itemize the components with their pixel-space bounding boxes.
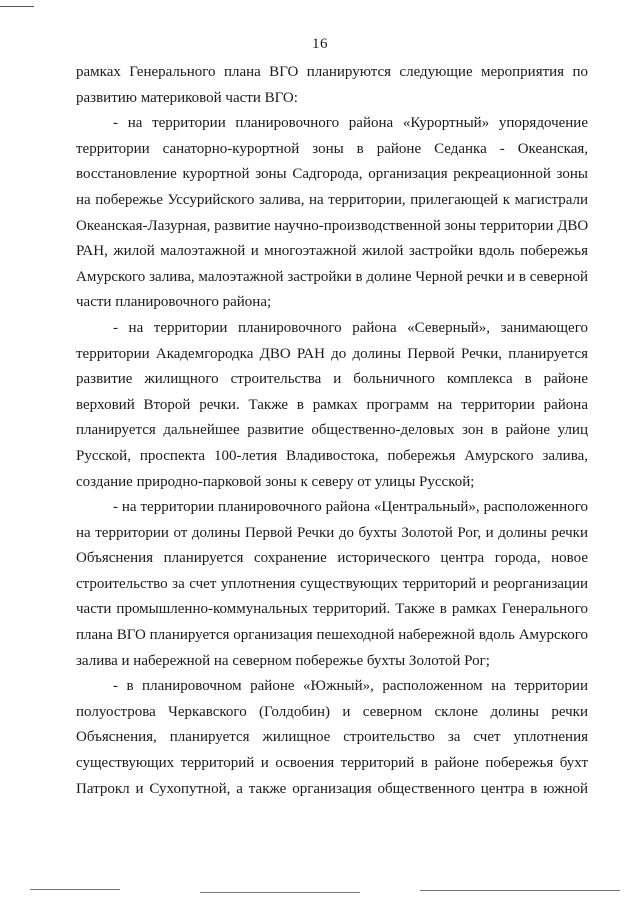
text-line: Океанская-Лазурная, развитие научно-производственной зоны территории ДВО	[76, 217, 589, 234]
text-line: части промышленно-коммунальных территорий. Также в рамках Генерального	[76, 601, 588, 618]
text-line: восстановление курортной зоны Садгорода, организация рекреационной зоны	[76, 166, 588, 183]
text-line: на территории от долины Первой Речки до бухты Золотой Рог, и долины речки	[76, 524, 588, 541]
text-line: территории санаторно-курортной зоны в районе Седанка - Океанская,	[76, 140, 588, 157]
text-line: строительство за счет уплотнения существующих территорий и реорганизации	[76, 575, 588, 592]
text-line: верховий Второй речки. Также в рамках программ на территории района	[76, 396, 588, 413]
text-line: части планировочного района;	[76, 294, 272, 311]
text-line: - в планировочном районе «Южный», расположенном на территории	[113, 678, 588, 695]
page-number: 16	[312, 36, 328, 52]
text-line: на побережье Уссурийского залива, на территории, прилегающей к магистрали	[76, 191, 588, 208]
text-line: создание природно-парковой зоны к северу от улицы Русской;	[76, 473, 475, 490]
text-line: существующих территорий и освоения территорий в районе побережья бухт	[76, 755, 588, 772]
text-line: - на территории планировочного района «Курортный» упорядочение	[113, 115, 588, 132]
text-line: залива и набережной на северном побережье бухты Золотой Рог;	[76, 652, 490, 669]
document-body	[76, 60, 588, 802]
text-line: планируется дальнейшее развитие общественно-деловых зон в районе улиц	[76, 422, 588, 439]
text-line: Объяснения планируется сохранение исторического центра города, новое	[76, 550, 588, 567]
scan-artifact-top	[0, 6, 34, 7]
scan-artifact-bottom	[0, 889, 640, 897]
text-line: рамках Генерального плана ВГО планируются следующие мероприятия по	[76, 64, 588, 80]
text-line: - на территории планировочного района «Северный», занимающего	[113, 319, 588, 336]
text-line: развитие жилищного строительства и больничного комплекса в районе	[76, 371, 588, 388]
text-line: развитию материковой части ВГО:	[76, 89, 298, 106]
text-line: полуострова Черкавского (Голдобин) и северном склоне долины речки	[76, 703, 588, 720]
text-line: Патрокл и Сухопутной, а также организация общественного центра в южной	[76, 780, 588, 797]
text-line: Объяснения, планируется жилищное строительство за счет уплотнения	[76, 729, 588, 746]
text-line: плана ВГО планируется организация пешеходной набережной вдоль Амурского	[76, 627, 588, 644]
text-line: Амурского залива, малоэтажной застройки в долине Черной речки и в северной	[76, 268, 588, 285]
text-line: Русской, проспекта 100-летия Владивостока, побережья Амурского залива,	[76, 447, 588, 464]
text-line: РАН, жилой малоэтажной и многоэтажной жилой застройки вдоль побережья	[76, 243, 588, 260]
text-line: территории Академгородка ДВО РАН до долины Первой Речки, планируется	[76, 345, 588, 362]
text-line: - на территории планировочного района «Центральный», расположенного	[113, 499, 588, 516]
